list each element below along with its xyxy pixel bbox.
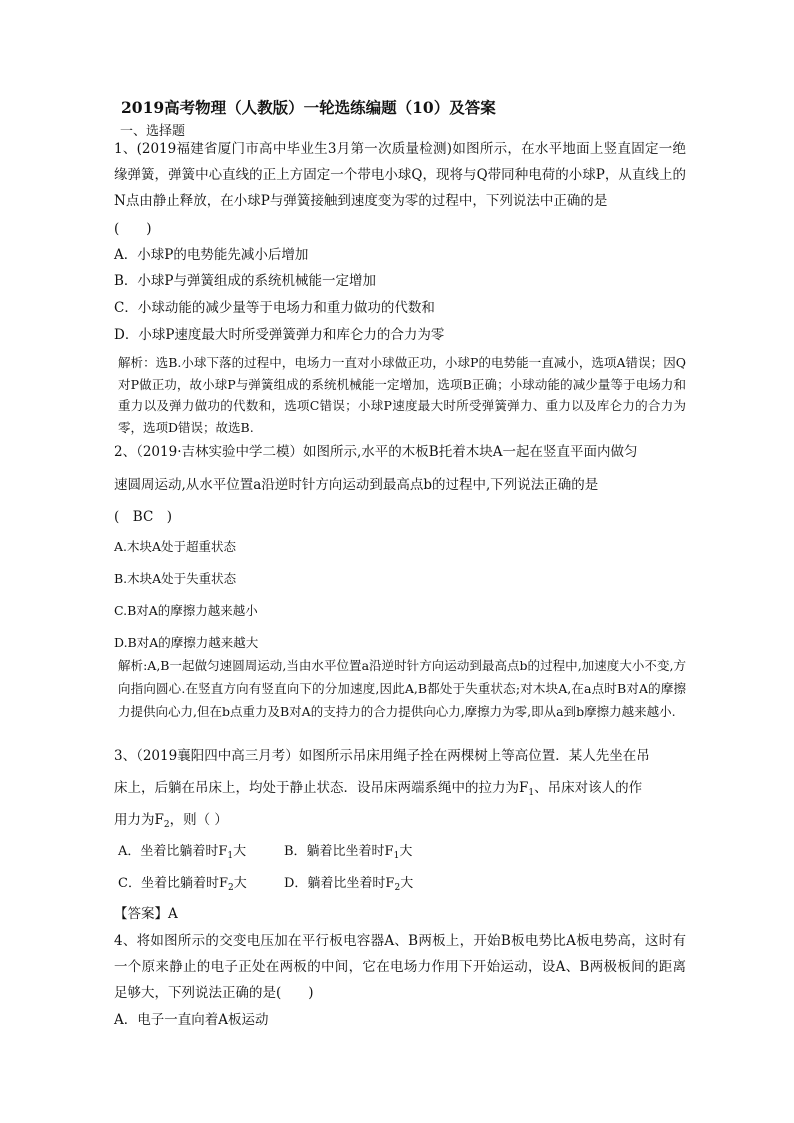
question-3-stem-line-2	[114, 776, 642, 798]
question-1-option-c: C．小球动能的减少量等于电场力和重力做功的代数和	[114, 300, 435, 316]
question-2-answer-paren: ( BC )	[114, 509, 173, 525]
question-2-stem-line-2: 速圆周运动,从水平位置a沿逆时针方向运动到最高点b的过程中,下列说法正确的是	[114, 477, 599, 493]
question-3-answer: 【答案】A	[114, 906, 178, 922]
question-2-option-a: A.木块A处于超重状态	[114, 539, 237, 554]
question-3-option-b-tail: 大	[399, 844, 413, 859]
question-4-stem: 4、将如图所示的交变电压加在平行板电容器A、B两板上，开始B板电势比A板电势高，这时有一个原来静止的电子正处在两板的中间，它在电场力作用下开始运动，设A、B两极板间的距离足够大，下列说法正确的是( )	[114, 933, 686, 1001]
question-3-option-d-tail: 大	[400, 876, 414, 891]
question-1-stem: 1、(2019福建省厦门市高中毕业生3月第一次质量检测)如图所示，在水平地面上竖直固定一绝缘弹簧，弹簧中心直线的正上方固定一个带电小球Q，现将与Q带同种电荷的小球P，从直线上的N点由静止释放，在小球P与弹簧接触到速度变为零的过程中，下列说法中正确的是	[114, 141, 686, 209]
question-3-stem-line-2-text: 床上，后躺在吊床上，均处于静止状态．设吊床两端系绳中的拉力为F	[114, 780, 529, 796]
question-4-option-a: A．电子一直向着A板运动	[114, 1012, 269, 1028]
question-3-stem-line-1: 3、（2019襄阳四中高三月考）如图所示吊床用绳子拴在两棵树上等高位置．某人先坐在吊	[114, 748, 650, 764]
question-3-stem-line-2-tail: 、吊床对该人的作	[534, 780, 643, 796]
question-1-option-b: B．小球P与弹簧组成的系统机械能一定增加	[114, 273, 377, 289]
question-3-option-c-text: C．坐着比躺着时F	[118, 876, 228, 891]
question-3-option-b	[284, 840, 412, 861]
question-3-f1-subscript: 1	[528, 788, 535, 798]
question-1-explanation: 解析：选B.小球下落的过程中，电场力一直对小球做正功，小球P的电势能一直减小，选项A错误；因Q对P做正功，故小球P与弹簧组成的系统机械能一定增加，选项B正确；小球动能的减少量等于电场力和重力以及弹力做功的代数和，选项C错误；小球P速度最大时所受弹簧弹力、重力以及库仑力的合力为零，选项D错误；故选B.	[118, 355, 686, 435]
question-2-option-b: B.木块A处于失重状态	[114, 571, 237, 586]
question-3-option-a	[118, 840, 246, 861]
question-3-option-c-sub: 2	[227, 883, 234, 893]
question-1-option-d: D．小球P速度最大时所受弹簧弹力和库仑力的合力为零	[114, 327, 445, 343]
question-2-option-d: D.B对A的摩擦力越来越大	[114, 635, 259, 650]
question-3-stem-line-3-tail: ，则（ ）	[169, 812, 228, 828]
question-3-option-c	[118, 872, 247, 893]
question-2-stem-line-1: 2、（2019·吉林实验中学二模）如图所示,水平的木板B托着木块A一起在竖直平面内做匀	[114, 444, 638, 460]
document-title: 2019高考物理（人教版）一轮选练编题（10）及答案	[121, 98, 496, 117]
question-3-option-a-text: A．坐着比躺着时F	[118, 844, 228, 859]
question-3-option-a-tail: 大	[233, 844, 247, 859]
question-3-option-b-sub: 1	[393, 851, 400, 861]
question-3-f2-subscript: 2	[163, 820, 170, 830]
section-heading: 一、选择题	[120, 124, 186, 139]
question-1-option-a: A．小球P的电势能先减小后增加	[114, 247, 309, 263]
question-3-option-d	[284, 872, 413, 893]
question-3-stem-line-3-text: 用力为F	[114, 812, 164, 828]
question-3-option-d-text: D．躺着比坐着时F	[284, 876, 395, 891]
question-2-explanation: 解析:A,B一起做匀速圆周运动,当由水平位置a沿逆时针方向运动到最高点b的过程中,加速度大小不变,方向指向圆心.在竖直方向有竖直向下的分加速度,因此A,B都处于失重状态;对木块A,在a点时B对A的摩擦力提供向心力,但在b点重力及B对A的支持力的合力提供向心力,摩擦力为零,即从a到b摩擦力越来越小.	[118, 658, 686, 719]
question-1-paren: ( )	[114, 221, 152, 237]
question-2-option-c: C.B对A的摩擦力越来越小	[114, 603, 258, 618]
question-3-option-d-sub: 2	[394, 883, 401, 893]
question-3-stem-line-3	[114, 808, 228, 830]
question-3-option-b-text: B．躺着比坐着时F	[284, 844, 394, 859]
question-3-option-c-tail: 大	[233, 876, 247, 891]
question-3-option-a-sub: 1	[227, 851, 234, 861]
